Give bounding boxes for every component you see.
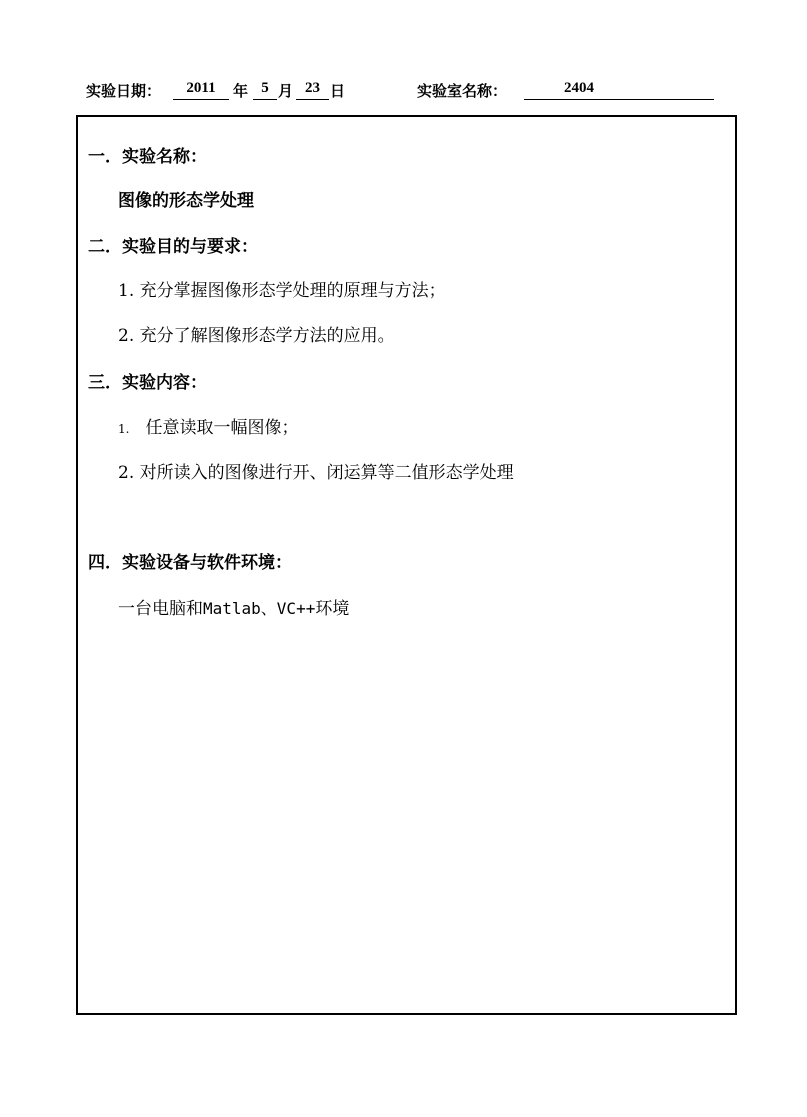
content-item-2: 2. 对所读入的图像进行开、闭运算等二值形态学处理 bbox=[118, 463, 514, 483]
equipment-software: Matlab、VC++ bbox=[203, 599, 316, 618]
purpose-item-1: 1. 充分掌握图像形态学处理的原理与方法； bbox=[118, 281, 446, 301]
content-item-1-number: 1. bbox=[118, 422, 130, 436]
equipment-text bbox=[118, 594, 349, 619]
year-value: 2011 bbox=[173, 80, 229, 100]
section-content-title: 三．实验内容： bbox=[88, 373, 207, 393]
content-item-1-text: 任意读取一幅图像； bbox=[145, 418, 299, 438]
day-value: 23 bbox=[296, 80, 329, 100]
date-label: 实验日期： bbox=[86, 82, 162, 100]
report-header bbox=[86, 80, 726, 102]
year-unit: 年 bbox=[233, 82, 249, 100]
lab-label: 实验室名称： bbox=[417, 82, 508, 100]
section-name-title: 一．实验名称： bbox=[88, 147, 207, 167]
lab-name-text: 2404 bbox=[564, 80, 594, 96]
section-equipment-title: 四．实验设备与软件环境： bbox=[88, 553, 292, 573]
equipment-suffix: 环境 bbox=[315, 599, 350, 619]
month-value: 5 bbox=[253, 80, 277, 100]
lab-name-value bbox=[524, 80, 714, 100]
purpose-item-2: 2. 充分了解图像形态学方法的应用。 bbox=[118, 326, 395, 346]
section-purpose-title: 二．实验目的与要求： bbox=[88, 237, 258, 257]
day-unit: 日 bbox=[330, 82, 346, 100]
equipment-prefix: 一台电脑和 bbox=[118, 599, 203, 619]
experiment-name: 图像的形态学处理 bbox=[118, 191, 254, 211]
report-frame bbox=[76, 115, 737, 1015]
content-item-1 bbox=[118, 413, 298, 438]
month-unit: 月 bbox=[278, 82, 294, 100]
